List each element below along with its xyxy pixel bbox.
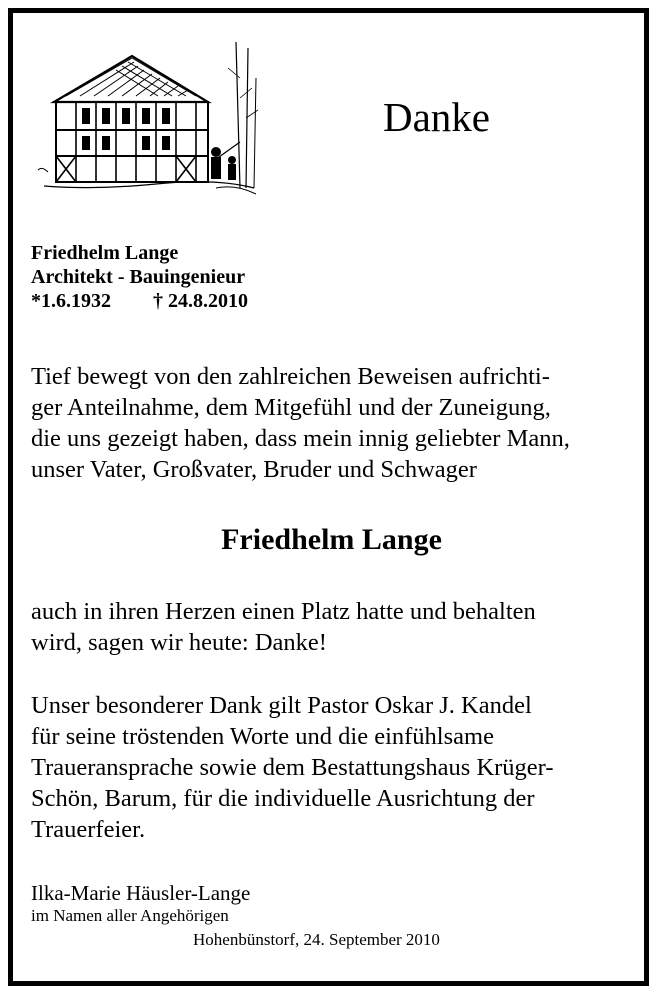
text-line: für seine tröstenden Worte und die einfühlsame: [31, 723, 494, 750]
page-title: Danke: [383, 94, 491, 140]
text-line: Schön, Barum, für die individuelle Ausrichtung der: [31, 785, 535, 812]
text-line: Traueransprache sowie dem Bestattungshaus Krüger-: [31, 754, 554, 781]
death-date: † 24.8.2010: [153, 290, 248, 312]
text-line: unser Vater, Großvater, Bruder und Schwager: [31, 456, 477, 483]
paragraph-special-thanks: [31, 690, 631, 845]
centered-name: Friedhelm Lange: [221, 523, 442, 556]
paragraph-thanks: [31, 596, 631, 658]
deceased-dates: [31, 289, 248, 313]
deceased-info: [31, 241, 248, 313]
birth-date: *1.6.1932: [31, 290, 111, 312]
signer-subtitle: im Namen aller Angehörigen: [31, 906, 229, 925]
paragraph-gratitude: [31, 361, 631, 485]
deceased-profession: Architekt - Bauingenieur: [31, 266, 246, 288]
deceased-name: Friedhelm Lange: [31, 242, 179, 264]
text-line: auch in ihren Herzen einen Platz hatte und behalten: [31, 598, 536, 625]
place-date: Hohenbünstorf, 24. September 2010: [193, 930, 440, 949]
house-sketch-icon: [36, 38, 260, 208]
text-line: wird, sagen wir heute: Danke!: [31, 629, 327, 656]
signer-name: Ilka-Marie Häusler-Lange: [31, 881, 251, 905]
text-line: Trauerfeier.: [31, 816, 146, 843]
text-line: Tief bewegt von den zahlreichen Beweisen aufrichti-: [31, 363, 550, 390]
text-line: die uns gezeigt haben, dass mein innig geliebter Mann,: [31, 425, 570, 452]
text-line: ger Anteilnahme, dem Mitgefühl und der Zuneigung,: [31, 394, 551, 421]
text-line: Unser besonderer Dank gilt Pastor Oskar J. Kandel: [31, 692, 532, 719]
